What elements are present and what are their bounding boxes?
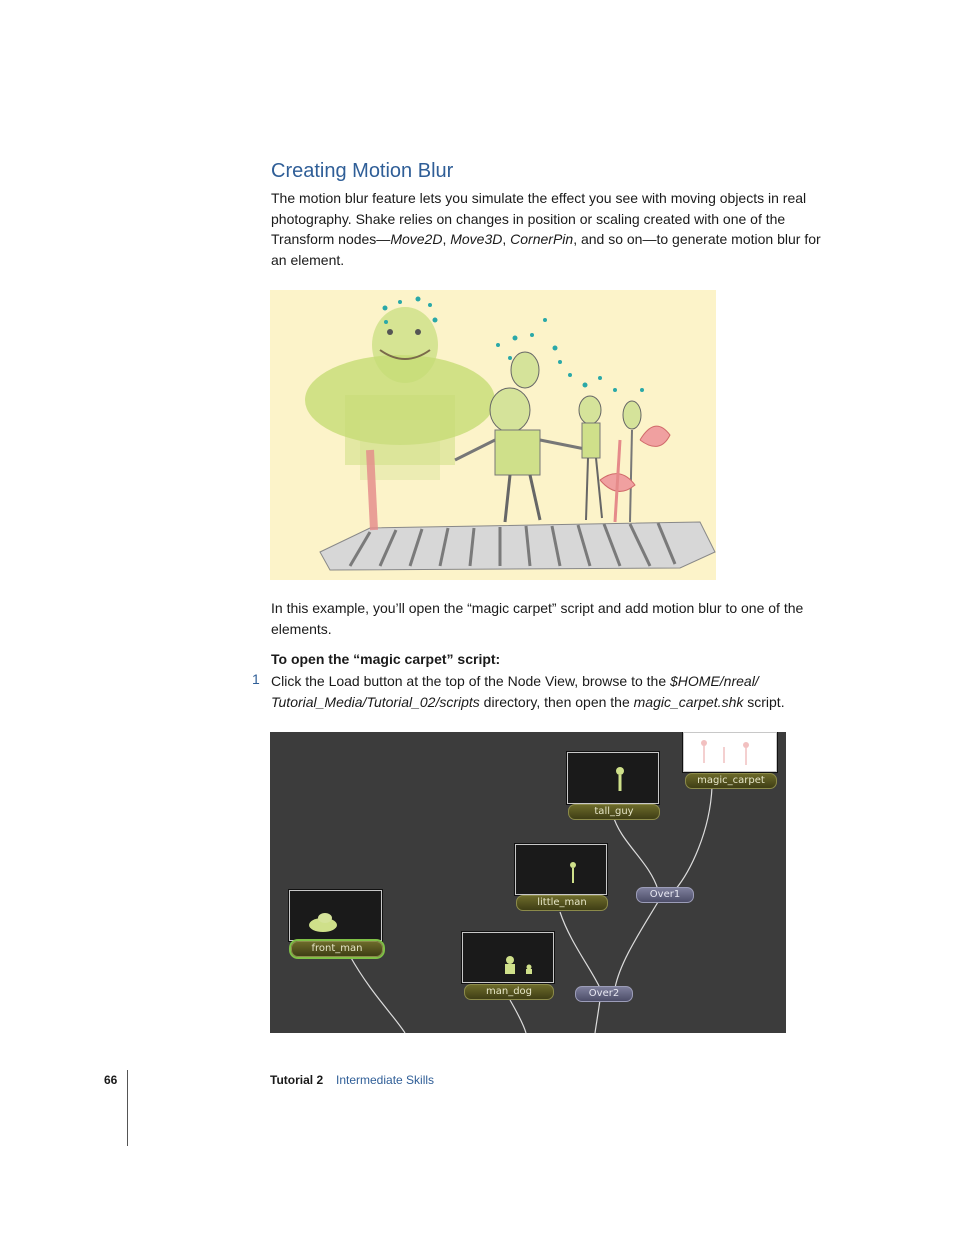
step-text-2: directory, then open the: [479, 693, 634, 710]
section-heading: Creating Motion Blur: [271, 160, 454, 182]
magic-carpet-thumbnail: [683, 732, 777, 772]
node-name-move2d: Move2D: [390, 231, 443, 247]
scripts-path: $HOME/nreal/ Tutorial_Media/Tutorial_02/scripts: [271, 673, 759, 710]
tall-guy-preview: [568, 753, 658, 803]
procedure-title: To open the “magic carpet” script:: [271, 651, 501, 667]
intro-separator-1: ,: [442, 231, 451, 247]
little-man-preview: [516, 845, 606, 894]
node-magic-carpet[interactable]: magic_carpet: [685, 773, 777, 789]
footer-title: Intermediate Skills: [336, 1073, 435, 1087]
intro-paragraph: [271, 188, 831, 270]
node-over1[interactable]: Over1: [636, 887, 694, 903]
step-number: 1: [252, 671, 260, 687]
footer-divider: [127, 1070, 128, 1146]
script-filename: magic_carpet.shk: [633, 693, 744, 710]
little-man-thumbnail: [515, 844, 607, 895]
intro-text-1: The motion blur feature lets you simulate the effect you see with moving objects in real photography. Shake relies on changes in position or scaling created with one of the Transform nodes—: [271, 190, 807, 247]
node-man-dog[interactable]: man_dog: [464, 984, 554, 1000]
node-front-man[interactable]: front_man: [291, 941, 383, 957]
step-text-1: Click the Load button at the top of the Node View, browse to the: [271, 673, 670, 689]
step-text: [271, 671, 831, 712]
magic-carpet-preview: [684, 733, 776, 771]
tall-guy-thumbnail: [567, 752, 659, 804]
node-tall-guy[interactable]: tall_guy: [568, 804, 660, 820]
node-name-cornerpin: CornerPin: [510, 231, 574, 247]
intro-separator-2: ,: [502, 231, 511, 247]
node-name-move3d: Move3D: [450, 231, 503, 247]
node-view-screenshot: [270, 732, 786, 1033]
step-text-3: script.: [743, 693, 785, 710]
page-number: 66: [104, 1073, 118, 1087]
footer-chapter: Tutorial 2: [270, 1073, 324, 1087]
front-man-preview: [290, 891, 381, 940]
example-paragraph: In this example, you’ll open the “magic carpet” script and add motion blur to one of the elements.: [271, 600, 804, 637]
front-man-thumbnail: [289, 890, 382, 941]
illustration-drawing: [270, 290, 716, 580]
intro-text-2: , and so on—to generate motion blur for an element.: [271, 231, 821, 268]
man-dog-preview: [463, 933, 553, 982]
motion-blur-illustration: [270, 290, 716, 580]
node-little-man[interactable]: little_man: [516, 895, 608, 911]
man-dog-thumbnail: [462, 932, 554, 983]
node-over2[interactable]: Over2: [575, 986, 633, 1002]
